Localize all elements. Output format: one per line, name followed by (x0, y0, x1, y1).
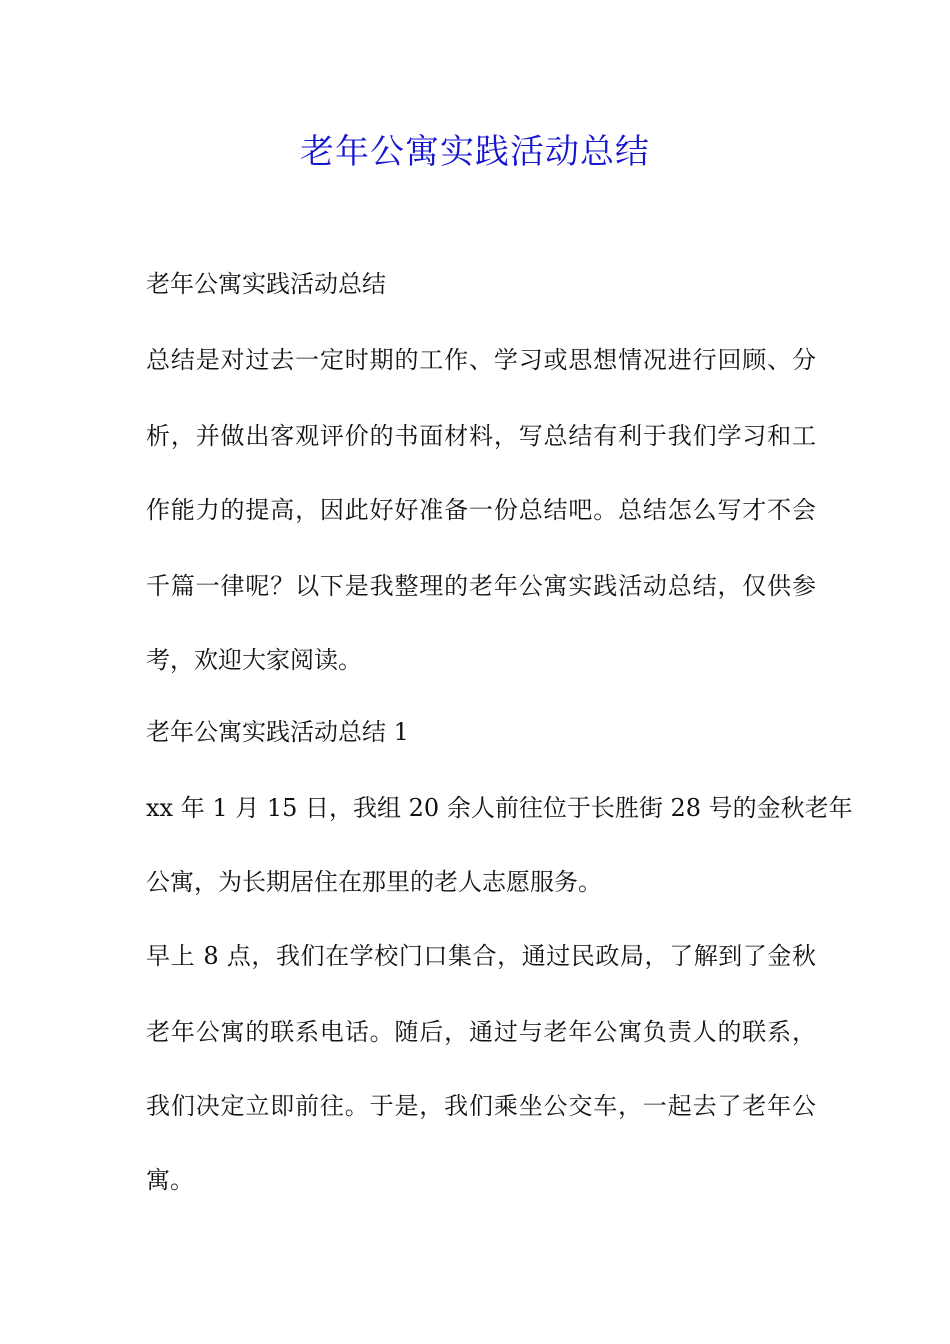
paragraph-line: 我们决定立即前往。于是，我们乘坐公交车，一起去了老年公 (146, 1092, 816, 1120)
paragraph-line: 早上 8 点，我们在学校门口集合，通过民政局，了解到了金秋 (146, 942, 816, 970)
paragraph-line: xx 年 1 月 15 日，我组 20 余人前往位于长胜街 28 号的金秋老年 (146, 794, 853, 822)
paragraph-line: 公寓，为长期居住在那里的老人志愿服务。 (146, 868, 602, 896)
document-title: 老年公寓实践活动总结 (300, 132, 650, 172)
paragraph-line: 千篇一律呢？以下是我整理的老年公寓实践活动总结，仅供参 (146, 572, 816, 600)
paragraph-line: 考，欢迎大家阅读。 (146, 646, 362, 674)
paragraph-line: 老年公寓的联系电话。随后，通过与老年公寓负责人的联系， (146, 1018, 816, 1046)
paragraph-line: 作能力的提高，因此好好准备一份总结吧。总结怎么写才不会 (146, 496, 816, 524)
paragraph-line: 析，并做出客观评价的书面材料，写总结有利于我们学习和工 (146, 422, 816, 450)
section-heading: 老年公寓实践活动总结 (146, 270, 386, 298)
paragraph-line: 总结是对过去一定时期的工作、学习或思想情况进行回顾、分 (146, 346, 816, 374)
paragraph-line: 寓。 (146, 1166, 194, 1194)
section-heading: 老年公寓实践活动总结 1 (146, 718, 409, 746)
